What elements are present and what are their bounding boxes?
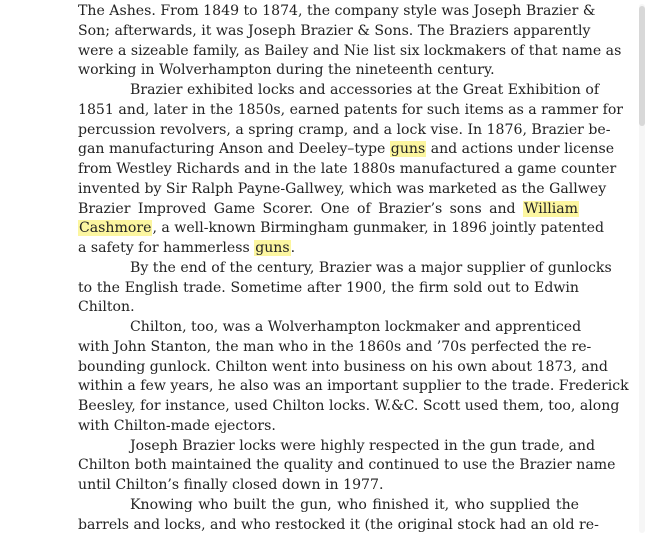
- text-line: [78, 397, 620, 417]
- text-line: [78, 160, 617, 180]
- text-run: , a well-known Birmingham gunmaker, in 1896 jointly patented: [152, 220, 605, 237]
- text-run: from Westley Richards and in the late 1880s manufactured a game counter: [78, 161, 617, 177]
- text-run: and actions under license: [426, 141, 615, 158]
- text-line: [78, 377, 629, 397]
- text-run: gan manufacturing Anson and Deeley–type: [78, 141, 390, 158]
- text-run: Chilton, too, was a Wolverhampton lockmaker and apprenticed: [130, 319, 582, 335]
- text-line: [78, 259, 612, 279]
- text-line: [78, 298, 579, 318]
- text-line: [78, 180, 607, 200]
- text-line: [78, 121, 611, 141]
- text-run: invented by Sir Ralph Payne-Gallwey, which was marketed as the Gallwey: [78, 180, 607, 197]
- text-line: [78, 101, 624, 121]
- document-body: [78, 2, 629, 535]
- text-run: Knowing who built the gun, who finished it, who supplied the: [130, 496, 579, 513]
- text-run: Brazier Improved Game Scorer. One of Brazier’s sons and: [78, 200, 523, 217]
- text-run: percussion revolvers, a spring cramp, and a lock vise. In 1876, Brazier be-: [78, 121, 611, 138]
- text-run: with Chilton-made ejectors.: [78, 417, 276, 434]
- text-run: with John Stanton, the man who in the 1860s and ’70s perfected the re-: [78, 338, 592, 355]
- text-line: [78, 22, 591, 42]
- text-run: 1851 and, later in the 1850s, earned patents for such items as a rammer for: [78, 101, 624, 118]
- text-line: [78, 437, 595, 457]
- text-run: were a sizeable family, as Bailey and Nie list six lockmakers of that name as: [78, 42, 622, 59]
- text-run: bounding gunlock. Chilton went into business on his own about 1873, and: [78, 358, 608, 375]
- text-run: Joseph Brazier locks were highly respected in the gun trade, and: [130, 437, 595, 454]
- text-run: Beesley, for instance, used Chilton locks. W.&C. Scott used them, too, along: [78, 398, 620, 414]
- text-run: to the English trade. Sometime after 1900, the firm sold out to Edwin: [78, 279, 579, 296]
- search-highlight[interactable]: Cashmore: [79, 220, 152, 237]
- text-line: [78, 42, 622, 62]
- text-run: until Chilton’s finally closed down in 1977.: [78, 477, 384, 493]
- text-run: Brazier exhibited locks and accessories at the Great Exhibition of: [130, 82, 600, 98]
- text-run: Chilton both maintained the quality and continued to use the Brazier name: [78, 457, 616, 474]
- search-highlight[interactable]: guns: [255, 240, 290, 256]
- text-line: [78, 358, 608, 378]
- text-line: [78, 456, 616, 476]
- text-line: [78, 496, 579, 516]
- text-line: [78, 239, 579, 259]
- text-run: Son; afterwards, it was Joseph Brazier & Sons. The Braziers apparently: [78, 22, 591, 39]
- text-line: [78, 200, 579, 220]
- text-line: [78, 516, 599, 536]
- text-run: Chilton.: [78, 299, 135, 316]
- text-line: [78, 61, 579, 81]
- text-line: [78, 219, 605, 239]
- text-run: a safety for hammerless: [78, 240, 255, 256]
- text-run: working in Wolverhampton during the nineteenth century.: [78, 62, 495, 79]
- text-run: within a few years, he also was an important supplier to the trade. Frederick: [78, 378, 629, 395]
- text-line: [78, 476, 579, 496]
- text-line: [78, 2, 596, 22]
- text-line: [78, 279, 579, 299]
- text-line: [78, 417, 579, 437]
- search-highlight[interactable]: guns: [390, 141, 426, 158]
- text-line: [78, 338, 592, 358]
- text-run: The Ashes. From 1849 to 1874, the company style was Joseph Brazier &: [78, 3, 596, 19]
- vertical-scrollbar[interactable]: [637, 0, 647, 537]
- text-run: By the end of the century, Brazier was a major supplier of gunlocks: [130, 259, 612, 276]
- text-run: .: [290, 240, 296, 256]
- scrollbar-thumb[interactable]: [639, 6, 645, 126]
- search-highlight[interactable]: William: [523, 200, 578, 217]
- text-line: [78, 81, 600, 101]
- text-line: [78, 140, 615, 160]
- text-run: barrels and locks, and who restocked it (the original stock had an old re-: [78, 516, 599, 533]
- text-line: [78, 318, 582, 338]
